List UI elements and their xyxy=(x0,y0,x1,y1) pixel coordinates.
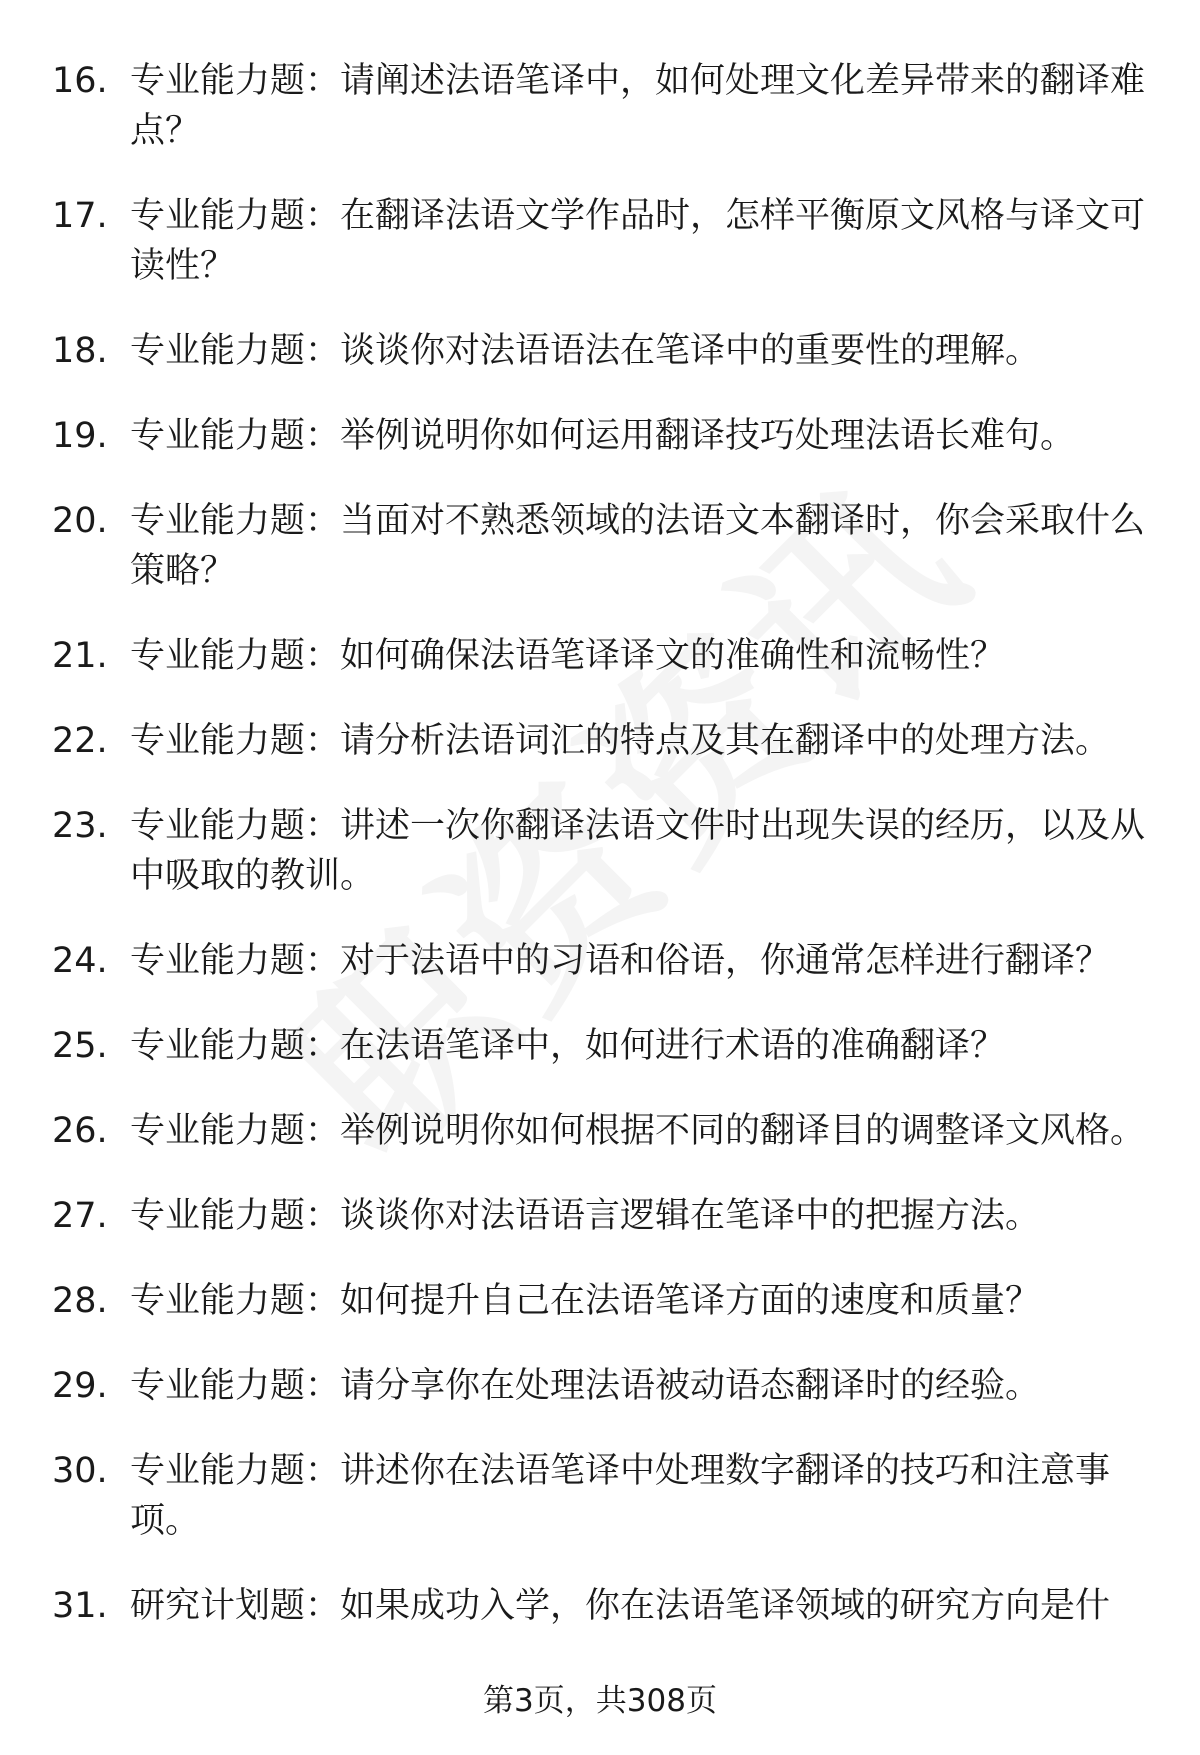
list-item xyxy=(52,1361,1152,1411)
question-number: 27. xyxy=(52,1196,108,1236)
question-number: 26. xyxy=(52,1111,108,1151)
list-item xyxy=(52,56,1152,156)
list-item xyxy=(52,191,1152,291)
list-item xyxy=(52,1106,1152,1156)
question-number: 31. xyxy=(52,1586,108,1626)
question-number: 17. xyxy=(52,196,108,236)
question-text: 专业能力题：请分析法语词汇的特点及其在翻译中的处理方法。 xyxy=(130,721,1111,761)
list-item xyxy=(52,1191,1152,1241)
page-number-label: 第3页，共308页 xyxy=(483,1683,717,1719)
question-number: 19. xyxy=(52,416,108,456)
list-item xyxy=(52,411,1152,461)
question-number: 18. xyxy=(52,331,108,371)
question-text: 专业能力题：举例说明你如何运用翻译技巧处理法语长难句。 xyxy=(130,416,1076,456)
question-text: 专业能力题：如何提升自己在法语笔译方面的速度和质量？ xyxy=(130,1281,1041,1321)
page-footer xyxy=(0,1676,1200,1726)
question-text: 专业能力题：请分享你在处理法语被动语态翻译时的经验。 xyxy=(130,1366,1041,1406)
question-text: 专业能力题：如何确保法语笔译译文的准确性和流畅性？ xyxy=(130,636,1006,676)
list-item xyxy=(52,801,1152,901)
question-text: 研究计划题：如果成功入学，你在法语笔译领域的研究方向是什 xyxy=(130,1586,1111,1626)
question-number: 20. xyxy=(52,501,108,541)
question-number: 25. xyxy=(52,1026,108,1066)
question-text: 专业能力题：谈谈你对法语语言逻辑在笔译中的把握方法。 xyxy=(130,1196,1041,1236)
question-text: 专业能力题：讲述一次你翻译法语文件时出现失误的经历，以及从中吸取的教训。 xyxy=(130,806,1146,896)
question-number: 23. xyxy=(52,806,108,846)
list-item xyxy=(52,1446,1152,1546)
question-list xyxy=(52,56,1152,1666)
question-number: 30. xyxy=(52,1451,108,1491)
question-number: 28. xyxy=(52,1281,108,1321)
list-item xyxy=(52,496,1152,596)
list-item xyxy=(52,1276,1152,1326)
list-item xyxy=(52,326,1152,376)
question-number: 24. xyxy=(52,941,108,981)
question-number: 16. xyxy=(52,61,108,101)
question-number: 29. xyxy=(52,1366,108,1406)
list-item xyxy=(52,631,1152,681)
question-text: 专业能力题：举例说明你如何根据不同的翻译目的调整译文风格。 xyxy=(130,1111,1146,1151)
question-text: 专业能力题：讲述你在法语笔译中处理数字翻译的技巧和注意事项。 xyxy=(130,1451,1111,1541)
list-item xyxy=(52,936,1152,986)
question-text: 专业能力题：对于法语中的习语和俗语，你通常怎样进行翻译？ xyxy=(130,941,1111,981)
list-item xyxy=(52,716,1152,766)
list-item xyxy=(52,1581,1152,1631)
question-text: 专业能力题：当面对不熟悉领域的法语文本翻译时，你会采取什么策略？ xyxy=(130,501,1146,591)
question-number: 21. xyxy=(52,636,108,676)
question-text: 专业能力题：请阐述法语笔译中，如何处理文化差异带来的翻译难点？ xyxy=(130,61,1146,151)
question-text: 专业能力题：在翻译法语文学作品时，怎样平衡原文风格与译文可读性？ xyxy=(130,196,1146,286)
question-text: 专业能力题：谈谈你对法语语法在笔译中的重要性的理解。 xyxy=(130,331,1041,371)
question-text: 专业能力题：在法语笔译中，如何进行术语的准确翻译？ xyxy=(130,1026,1006,1066)
question-number: 22. xyxy=(52,721,108,761)
list-item xyxy=(52,1021,1152,1071)
